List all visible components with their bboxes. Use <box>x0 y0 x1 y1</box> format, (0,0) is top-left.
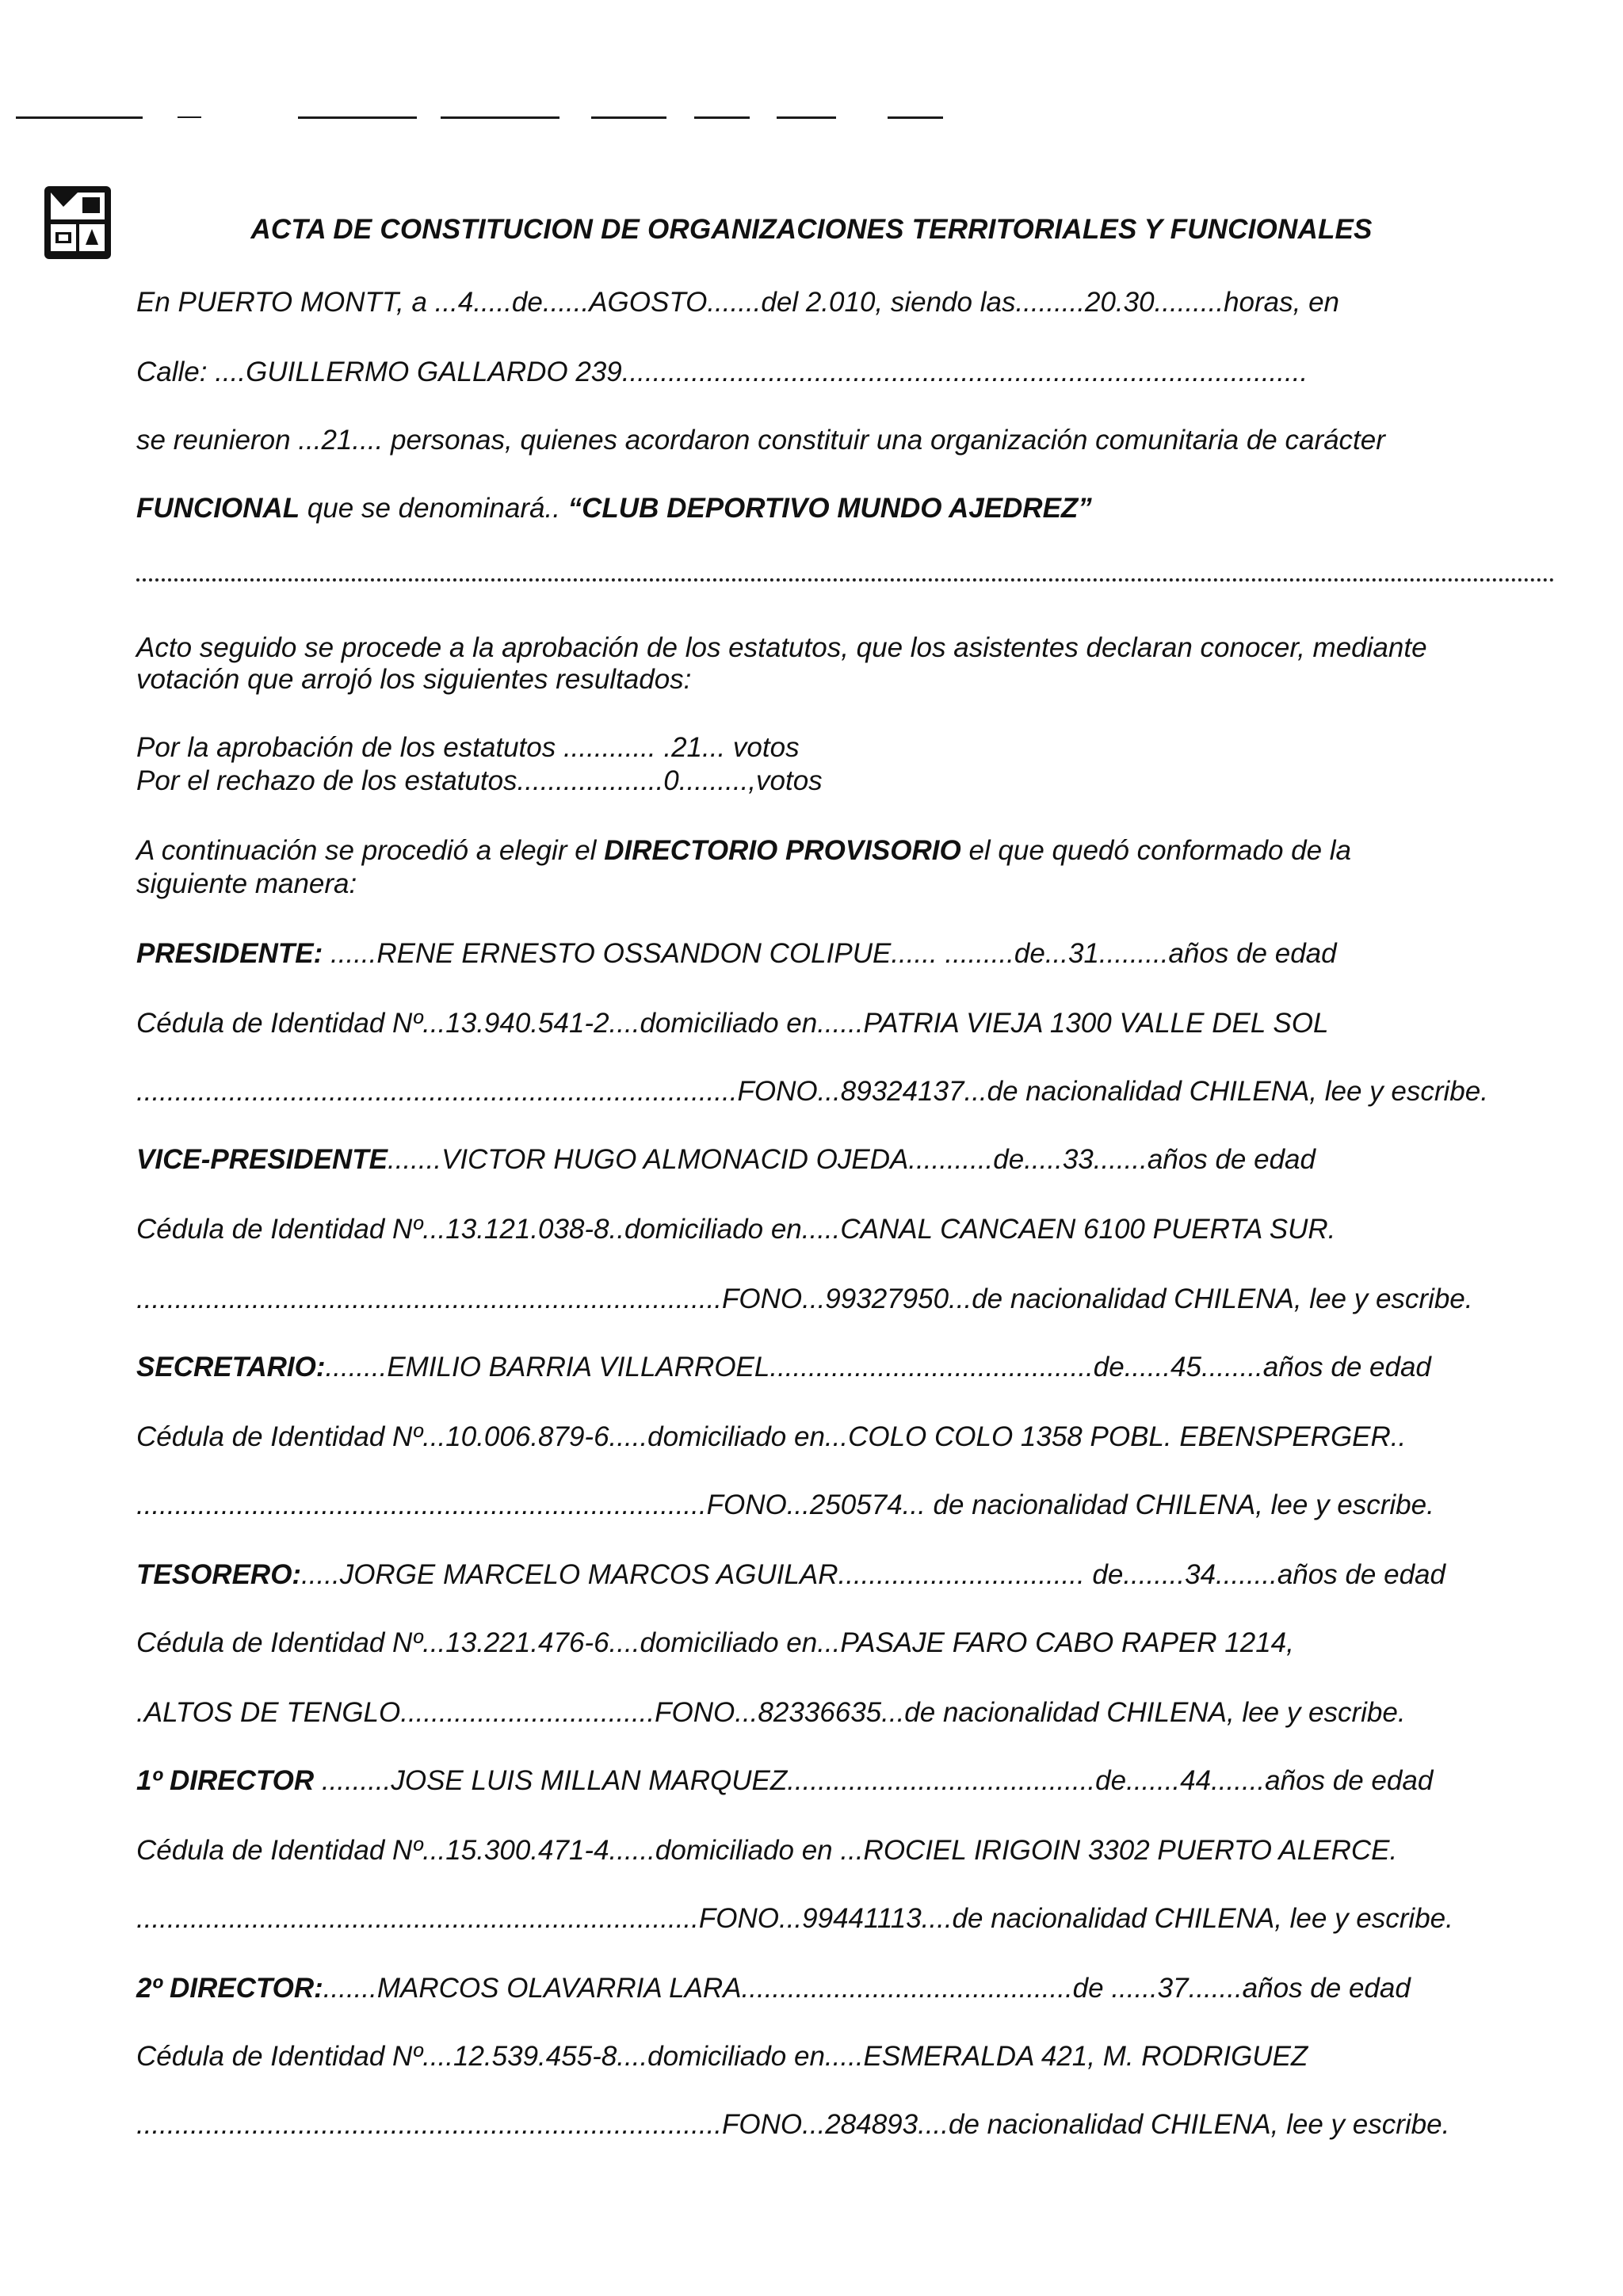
organization-name: “CLUB DEPORTIVO MUNDO AJEDREZ” <box>567 493 1092 524</box>
header-rule <box>694 116 750 119</box>
member-line <box>136 1971 1411 2006</box>
directorio-label: DIRECTORIO PROVISORIO <box>604 835 961 866</box>
organization-name-line <box>136 491 1092 526</box>
member-phone-line: ..............................................................................FONO...89324137...de nacionalidad CHILENA, lee y escribe. <box>136 1076 1488 1107</box>
header-rule <box>888 116 943 119</box>
intro-line: se reunieron ...21.... personas, quienes acordaron constituir una organización comunitaria de carácter <box>136 425 1385 456</box>
member-line <box>136 936 1337 971</box>
statutes-paragraph: votación que arrojó los siguientes resultados: <box>136 664 692 695</box>
member-id-line: Cédula de Identidad Nº...13.940.541-2....domiciliado en......PATRIA VIEJA 1300 VALLE DEL SOL <box>136 1008 1329 1039</box>
statutes-approve: Por la aprobación de los estatutos ............ .21... votos <box>136 732 800 763</box>
member-details: .......VICTOR HUGO ALMONACID OJEDA...........de.....33.......años de edad <box>388 1144 1316 1175</box>
member-phone-line: .........................................................................FONO...99441113....de nacionalidad CHILENA, lee y escribe. <box>136 1903 1453 1934</box>
member-details: ......RENE ERNESTO OSSANDON COLIPUE...... .........de...31.........años de edad <box>323 938 1337 969</box>
member-phone-line: ............................................................................FONO...284893....de nacionalidad CHILENA, lee y escribe. <box>136 2109 1450 2140</box>
organization-label: que se denominará.. <box>300 493 568 524</box>
header-rule <box>777 116 836 119</box>
directorio-text: A continuación se procedió a elegir el <box>136 835 605 866</box>
member-id-line: Cédula de Identidad Nº...15.300.471-4......domiciliado en ...ROCIEL IRIGOIN 3302 PUERTO ALERCE. <box>136 1835 1398 1866</box>
member-id-line: Cédula de Identidad Nº....12.539.455-8....domiciliado en.....ESMERALDA 421, M. RODRIGUEZ <box>136 2041 1308 2072</box>
statutes-paragraph: Acto seguido se procede a la aprobación de los estatutos, que los asistentes declaran conocer, mediante <box>136 632 1427 663</box>
member-role: 2º DIRECTOR: <box>136 1973 323 2004</box>
member-role: VICE-PRESIDENTE <box>136 1144 388 1175</box>
header-rule <box>178 116 201 118</box>
member-role: SECRETARIO: <box>136 1352 326 1383</box>
header-rule <box>16 116 143 119</box>
member-line <box>136 1142 1316 1177</box>
directorio-paragraph: siguiente manera: <box>136 868 357 899</box>
organization-type: FUNCIONAL <box>136 493 300 524</box>
member-line <box>136 1558 1445 1592</box>
document-title: ACTA DE CONSTITUCION DE ORGANIZACIONES TERRITORIALES Y FUNCIONALES <box>250 214 1373 245</box>
member-line <box>136 1350 1431 1385</box>
header-rule <box>441 116 559 119</box>
member-phone-line: ............................................................................FONO...99327950...de nacionalidad CHILENA, lee y escribe. <box>136 1283 1473 1314</box>
member-role: TESORERO: <box>136 1559 302 1590</box>
member-line <box>136 1764 1433 1798</box>
member-details: .....JORGE MARCELO MARCOS AGUILAR................................ de........34........años de edad <box>301 1559 1445 1590</box>
member-phone-line: ..........................................................................FONO...250574... de nacionalidad CHILENA, lee y escribe. <box>136 1489 1434 1520</box>
statutes-reject: Por el rechazo de los estatutos...................0.........,votos <box>136 765 823 796</box>
member-id-line: Cédula de Identidad Nº...10.006.879-6.....domiciliado en...COLO COLO 1358 POBL. EBENSPERGER.. <box>136 1421 1407 1452</box>
member-details: .........JOSE LUIS MILLAN MARQUEZ........................................de.......44.......años de edad <box>314 1765 1434 1796</box>
member-details: ........EMILIO BARRIA VILLARROEL..........................................de......45........años de edad <box>325 1352 1431 1383</box>
member-phone-line: .ALTOS DE TENGLO.................................FONO...82336635...de nacionalidad CHILENA, lee y escribe. <box>136 1697 1406 1728</box>
member-role: PRESIDENTE: <box>136 938 323 969</box>
intro-line: Calle: ....GUILLERMO GALLARDO 239......................................................................................... <box>136 357 1308 387</box>
directorio-text: el que quedó conformado de la <box>960 835 1352 866</box>
header-rule <box>591 116 666 119</box>
member-id-line: Cédula de Identidad Nº...13.221.476-6....domiciliado en...PASAJE FARO CABO RAPER 1214, <box>136 1627 1294 1658</box>
dotted-separator <box>136 572 1555 582</box>
directorio-paragraph <box>136 833 1351 868</box>
intro-line: En PUERTO MONTT, a ...4.....de......AGOSTO.......del 2.010, siendo las.........20.30.........horas, en <box>136 287 1340 318</box>
header-rule <box>298 116 417 119</box>
member-role: 1º DIRECTOR <box>136 1765 315 1796</box>
member-id-line: Cédula de Identidad Nº...13.121.038-8..domiciliado en.....CANAL CANCAEN 6100 PUERTA SUR. <box>136 1214 1336 1245</box>
member-details: .......MARCOS OLAVARRIA LARA...........................................de ......37.......años de edad <box>323 1973 1411 2004</box>
